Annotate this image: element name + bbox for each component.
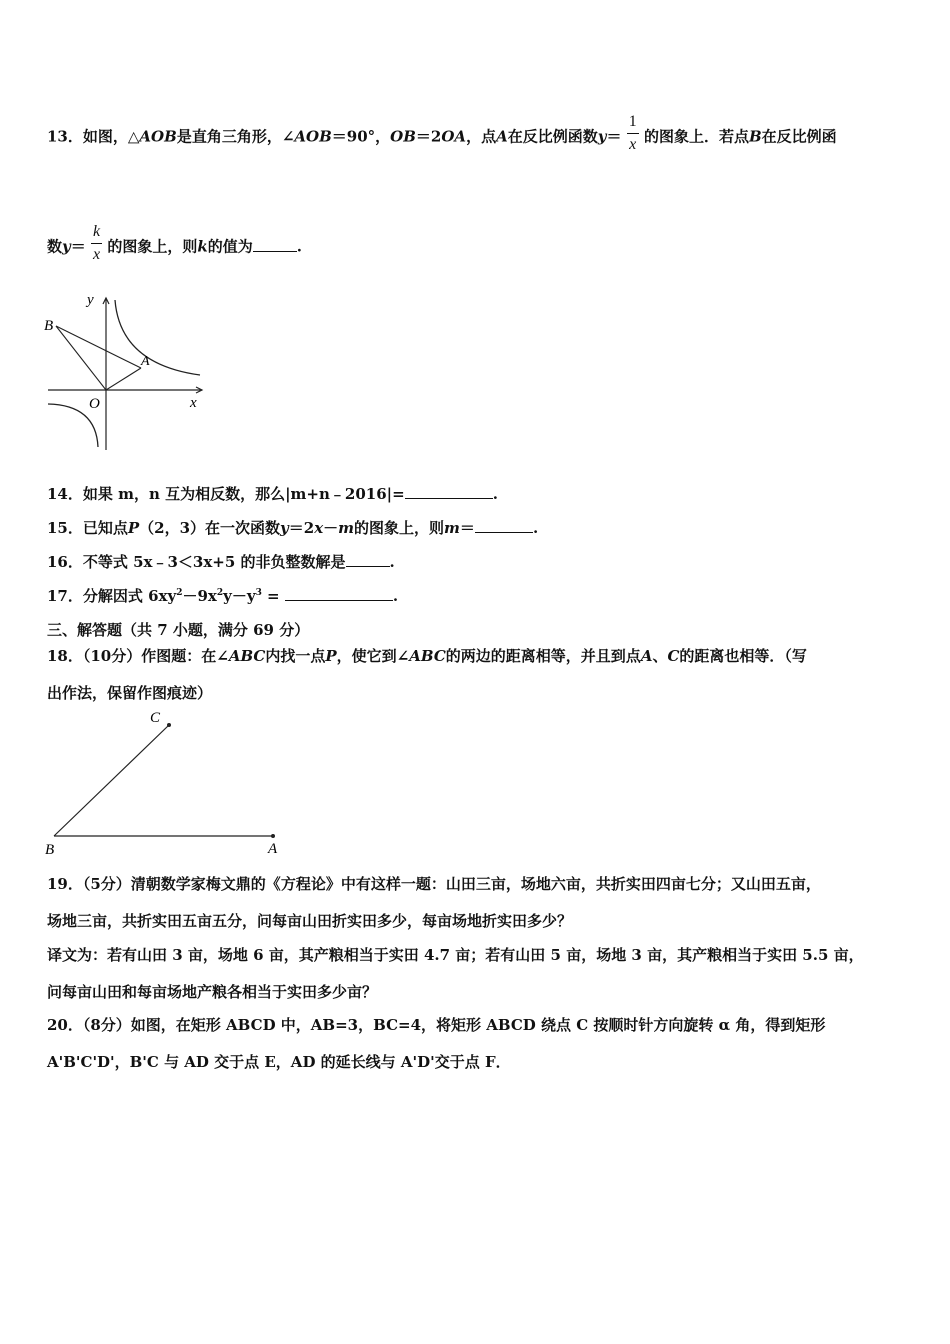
section-3-heading: 三、解答题（共 7 小题，满分 69 分） <box>47 621 310 639</box>
q19-line4: 问每亩山田和每亩场地产粮各相当于实田多少亩？ <box>47 983 378 1001</box>
segment-oa <box>106 368 141 390</box>
answer-blank-14[interactable] <box>405 484 493 499</box>
figure-18-angle <box>40 708 290 858</box>
q13-line1: 13．如图，△AOB是直角三角形，∠AOB＝90°，OB＝2OA，点A在反比例函数y＝ $\frac{1}{x}$ 的图象上．若点B在反比例函 <box>47 113 837 153</box>
answer-blank-17[interactable] <box>285 586 393 601</box>
q18-line2: 出作法，保留作图痕迹） <box>47 684 213 702</box>
answer-blank-15[interactable] <box>475 518 533 533</box>
q20-line2: A'B'C'D'，B'C 与 AD 交于点 E，AD 的延长线与 A'D'交于点 F． <box>47 1053 511 1071</box>
fraction-1-over-x: $\frac{1}{x}$ <box>628 113 637 153</box>
q14-line: 14．如果 m，n 互为相反数，那么|m+n﹣2016|= . <box>47 485 498 503</box>
answer-blank-16[interactable] <box>346 552 390 567</box>
q15-line: 15．已知点P（2，3）在一次函数y＝2x－m的图象上，则m＝ . <box>47 519 539 537</box>
point-c <box>167 723 171 727</box>
fraction-k-over-x: $\frac{k}{x}$ <box>92 223 101 263</box>
ray-bc <box>54 725 169 836</box>
segment-ob <box>56 326 106 390</box>
figure-13-hyperbola <box>40 292 210 452</box>
label-a: A <box>141 354 150 369</box>
label-y: y <box>87 292 94 308</box>
label-b: B <box>44 318 54 334</box>
q16-line: 16．不等式 5x﹣3＜3x+5 的非负整数解是 . <box>47 553 395 571</box>
segment-ab <box>56 326 141 368</box>
q19-line3: 译文为：若有山田 3 亩，场地 6 亩，其产粮相当于实田 4.7 亩；若有山田 5 亩，场地 3 亩，其产粮相当于实田 5.5 亩， <box>47 946 864 964</box>
label-a: A <box>268 841 278 857</box>
label-c: C <box>150 710 161 726</box>
label-x: x <box>190 395 197 411</box>
q19-line1: 19．（5分）清朝数学家梅文鼎的《方程论》中有这样一题：山田三亩，场地六亩，共折实田四亩七分；又山田五亩， <box>47 875 821 893</box>
q20-line1: 20．（8分）如图，在矩形 ABCD 中，AB=3，BC=4，将矩形 ABCD 绕点 C 按顺时针方向旋转 α 角，得到矩形 <box>47 1016 826 1034</box>
point-a <box>271 834 275 838</box>
label-b: B <box>45 842 55 858</box>
q17-line: 17．分解因式 $6xy^2-9x^2y-y^3$ = . <box>47 587 399 605</box>
q19-line2: 场地三亩，共折实田五亩五分，问每亩山田折实田多少，每亩场地折实田多少？ <box>47 912 573 930</box>
hyperbola-branch-upper <box>115 300 200 375</box>
q13-line2: 数y＝ $\frac{k}{x}$ 的图象上，则k的值为 . <box>47 223 302 263</box>
label-o: O <box>89 396 100 412</box>
answer-blank-13[interactable] <box>253 237 297 252</box>
q18-line1: 18．（10分）作图题：在∠ABC内找一点P，使它到∠ABC的两边的距离相等，并且到点A、C的距离也相等．（写 <box>47 647 807 665</box>
